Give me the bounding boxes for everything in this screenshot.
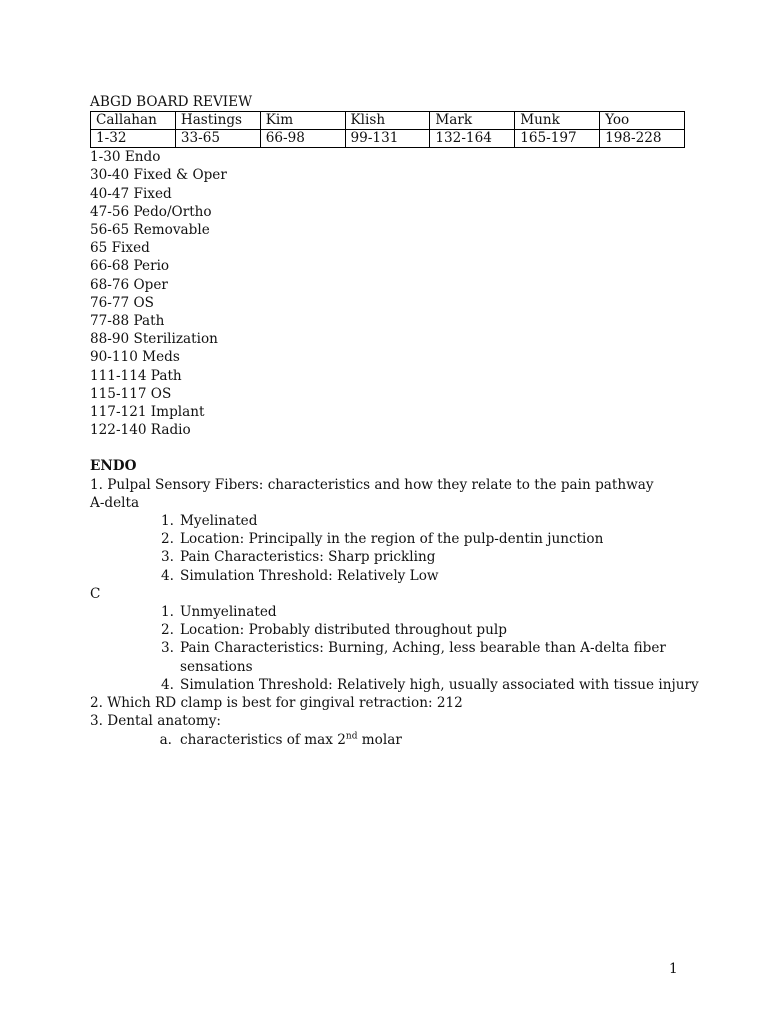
document-body	[90, 93, 700, 749]
list-item	[90, 512, 700, 530]
list-marker: 1.	[161, 604, 174, 621]
list-item	[90, 603, 700, 621]
table-cell: 1-32	[91, 130, 176, 148]
table-cell: Callahan	[91, 112, 176, 130]
list-item	[90, 548, 700, 566]
list-marker: 4.	[161, 567, 174, 584]
list-item-text: Simulation Threshold: Relatively high, usually associated with tissue injury	[180, 676, 699, 693]
table-cell: Hastings	[175, 112, 260, 130]
c-fiber-list	[90, 603, 700, 694]
table-cell: 99-131	[345, 130, 430, 148]
question-3: 3. Dental anatomy:	[90, 713, 221, 730]
list-item	[90, 530, 700, 548]
topic-line: 68-76 Oper	[90, 276, 168, 293]
list-marker: 1.	[161, 513, 174, 530]
ordinal-superscript: nd	[345, 730, 358, 741]
list-item	[90, 731, 700, 749]
list-item-text: Location: Probably distributed throughout pulp	[180, 622, 507, 639]
list-item-text: Location: Principally in the region of the pulp-dentin junction	[180, 531, 604, 548]
topic-line: 115-117 OS	[90, 385, 172, 402]
list-item	[90, 567, 700, 585]
topic-line: 40-47 Fixed	[90, 185, 172, 202]
list-item-text-end: molar	[357, 731, 402, 748]
topic-line: 77-88 Path	[90, 313, 165, 330]
page-number: 1	[669, 961, 678, 977]
table-cell: 66-98	[260, 130, 345, 148]
table-cell: 132-164	[430, 130, 515, 148]
list-marker: 3.	[161, 640, 174, 657]
table-cell: Klish	[345, 112, 430, 130]
list-item-text: Pain Characteristics: Burning, Aching, less bearable than A-delta fiber	[180, 640, 666, 657]
question-2: 2. Which RD clamp is best for gingival retraction: 212	[90, 695, 463, 712]
topic-line: 117-121 Implant	[90, 404, 205, 421]
dental-anatomy-list	[90, 731, 700, 749]
list-item-text: Simulation Threshold: Relatively Low	[180, 567, 439, 584]
topic-line: 90-110 Meds	[90, 349, 180, 366]
topic-list	[90, 148, 700, 439]
list-item	[90, 639, 700, 675]
table-cell: Yoo	[600, 112, 685, 130]
list-item-text: Myelinated	[180, 513, 258, 530]
document-title: ABGD BOARD REVIEW	[90, 94, 253, 110]
topic-line: 65 Fixed	[90, 240, 150, 257]
topic-line: 122-140 Radio	[90, 422, 191, 439]
table-cell: Munk	[515, 112, 600, 130]
list-marker: a.	[159, 731, 172, 748]
question-1: 1. Pulpal Sensory Fibers: characteristics and how they relate to the pain pathway	[90, 476, 654, 493]
list-item-text: Unmyelinated	[180, 604, 277, 621]
topic-line: 1-30 Endo	[90, 149, 161, 166]
table-cell: 165-197	[515, 130, 600, 148]
topic-line: 66-68 Perio	[90, 258, 170, 275]
list-item-text: characteristics of max 2	[180, 731, 346, 748]
topic-line: 111-114 Path	[90, 367, 182, 384]
topic-line: 76-77 OS	[90, 294, 154, 311]
list-item-continuation: sensations	[180, 658, 253, 675]
blank-line	[90, 439, 700, 457]
assignment-table	[90, 111, 685, 148]
table-cell: 33-65	[175, 130, 260, 148]
fiber-label-a-delta: A-delta	[90, 494, 140, 511]
table-row	[91, 112, 685, 130]
list-item	[90, 676, 700, 694]
list-marker: 2.	[161, 622, 174, 639]
table-row	[91, 130, 685, 148]
table-cell: Mark	[430, 112, 515, 130]
a-delta-list	[90, 512, 700, 585]
list-marker: 2.	[161, 531, 174, 548]
section-heading-endo: ENDO	[90, 458, 137, 475]
list-item-text: Pain Characteristics: Sharp prickling	[180, 549, 436, 566]
list-marker: 3.	[161, 549, 174, 566]
topic-line: 88-90 Sterilization	[90, 331, 218, 348]
table-cell: Kim	[260, 112, 345, 130]
topic-line: 30-40 Fixed & Oper	[90, 167, 227, 184]
topic-line: 56-65 Removable	[90, 222, 210, 239]
list-marker: 4.	[161, 676, 174, 693]
table-cell: 198-228	[600, 130, 685, 148]
topic-line: 47-56 Pedo/Ortho	[90, 203, 212, 220]
list-item	[90, 621, 700, 639]
fiber-label-c: C	[90, 585, 101, 602]
